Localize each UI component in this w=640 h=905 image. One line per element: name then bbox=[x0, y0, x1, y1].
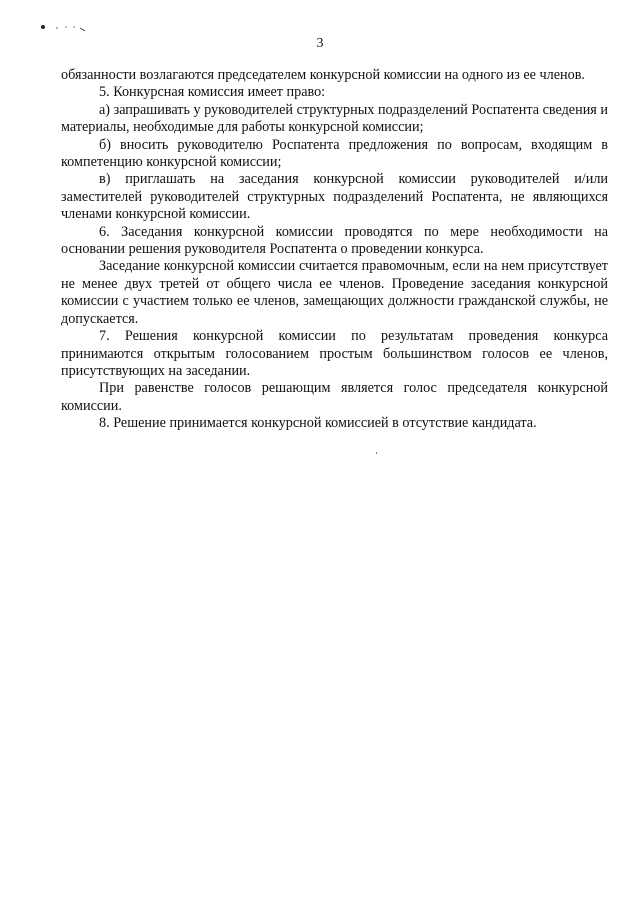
paragraph-item-5a: а) запрашивать у руководителей структурных подразделений Роспатента сведения и материалы, необходимые для работы конкурсной комиссии; bbox=[61, 101, 608, 136]
paragraph-item-5c: в) приглашать на заседания конкурсной комиссии руководителей и/или заместителей руководителей структурных подразделений Роспатента, не являющихся членами конкурсной комиссии. bbox=[61, 171, 608, 223]
paragraph-quorum: Заседание конкурсной комиссии считается правомочным, если на нем присутствует не менее двух третей от общего числа ее членов. Проведение заседания конкурсной комиссии с участием только ее членов, замещающих должности гражданской службы, не допускается. bbox=[61, 258, 608, 327]
paragraph-item-5: 5. Конкурсная комиссия имеет право: bbox=[99, 84, 326, 101]
paragraph-item-6: 6. Заседания конкурсной комиссии проводятся по мере необходимости на основании решения руководителя Роспатента о проведении конкурса. bbox=[61, 223, 608, 258]
scan-speck bbox=[376, 452, 377, 454]
scan-artifact-icon bbox=[40, 22, 88, 32]
page-number: 3 bbox=[316, 36, 324, 51]
paragraph-item-5b: б) вносить руководителю Роспатента предложения по вопросам, входящим в компетенцию конкурсной комиссии; bbox=[61, 136, 608, 171]
paragraph-tie-vote: При равенстве голосов решающим является голос председателя конкурсной комиссии. bbox=[61, 380, 608, 414]
document-body bbox=[61, 67, 608, 433]
paragraph-continuation: обязанности возлагаются председателем конкурсной комиссии на одного из ее членов. bbox=[61, 67, 585, 83]
paragraph-item-7: 7. Решения конкурсной комиссии по результатам проведения конкурса принимаются открытым голосованием простым большинством голосов ее членов, присутствующих на заседании. bbox=[61, 328, 608, 379]
paragraph-item-8: 8. Решение принимается конкурсной комиссией в отсутствие кандидата. bbox=[99, 415, 537, 432]
